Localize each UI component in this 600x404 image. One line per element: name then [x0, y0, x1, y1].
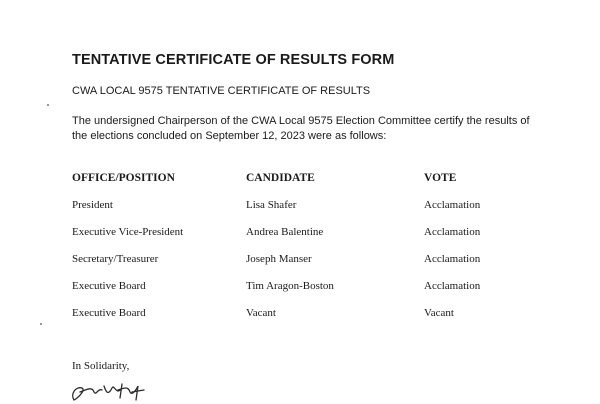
table-row: [72, 307, 542, 334]
closing-salutation: In Solidarity,: [72, 360, 130, 372]
header-candidate: CANDIDATE: [246, 172, 315, 184]
form-subtitle: CWA LOCAL 9575 TENTATIVE CERTIFICATE OF RESULTS: [72, 85, 371, 97]
candidate-cell: Lisa Shafer: [246, 199, 297, 211]
results-header-row: [72, 172, 542, 199]
header-office: OFFICE/POSITION: [72, 172, 175, 184]
office-cell: Executive Board: [72, 307, 146, 319]
vote-cell: Acclamation: [424, 226, 481, 238]
candidate-cell: Joseph Manser: [246, 253, 312, 265]
candidate-cell: Andrea Balentine: [246, 226, 324, 238]
candidate-cell: Tim Aragon-Boston: [246, 280, 334, 292]
vote-cell: Acclamation: [424, 253, 481, 265]
vote-cell: Vacant: [424, 307, 454, 319]
table-row: [72, 226, 542, 253]
vote-cell: Acclamation: [424, 199, 481, 211]
scan-mark: [40, 323, 42, 325]
office-cell: Secretary/Treasurer: [72, 253, 159, 265]
scan-mark: [47, 104, 49, 106]
table-row: [72, 199, 542, 226]
office-cell: Executive Vice-President: [72, 226, 184, 238]
intro-paragraph: The undersigned Chairperson of the CWA Local 9575 Election Committee certify the results of the elections concluded on September 12, 2023 were as follows:: [72, 115, 530, 142]
table-row: [72, 280, 542, 307]
form-title: TENTATIVE CERTIFICATE OF RESULTS FORM: [72, 52, 395, 68]
office-cell: Executive Board: [72, 280, 146, 292]
table-row: [72, 253, 542, 280]
header-vote: VOTE: [424, 172, 457, 184]
office-cell: President: [72, 199, 113, 211]
results-table: [72, 172, 542, 334]
vote-cell: Acclamation: [424, 280, 481, 292]
signature-icon: [66, 380, 176, 404]
candidate-cell: Vacant: [246, 307, 276, 319]
